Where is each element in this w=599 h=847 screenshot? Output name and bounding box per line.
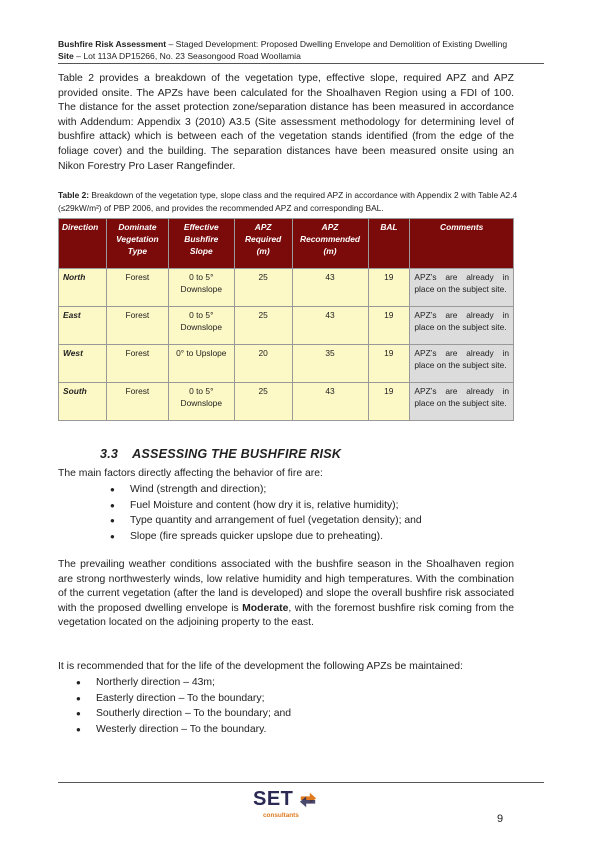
list-item: ● Wind (strength and direction); <box>110 482 422 498</box>
table-caption: Table 2: Breakdown of the vegetation type, slope class and the required APZ in accordance with Appendix 2 with Table A2.4 (≤29kW/m²) of PBP 2006, and provides the recommended APZ and corresponding BAL. <box>58 190 518 213</box>
section-heading <box>100 447 341 461</box>
header-slope: Effective Bushfire Slope <box>168 219 234 269</box>
header-divider <box>58 63 544 64</box>
table-row <box>59 307 514 345</box>
cell-bal: 19 <box>368 383 410 421</box>
table-row <box>59 269 514 307</box>
cell-apz-recommended: 43 <box>292 383 368 421</box>
cell-slope: 0° to Upslope <box>168 345 234 383</box>
cell-apz-required: 25 <box>234 269 292 307</box>
apz-recommendation-list <box>76 675 291 737</box>
header-line-1: Bushfire Risk Assessment – Staged Development: Proposed Dwelling Envelope and Demolition of Existing Dwelling <box>58 39 508 49</box>
cell-vegetation: Forest <box>106 269 168 307</box>
cell-comments: APZ’s are already in place on the subject site. <box>410 345 514 383</box>
table-row <box>59 345 514 383</box>
list-item: ● Westerly direction – To the boundary. <box>76 722 291 738</box>
table-row <box>59 383 514 421</box>
cell-comments: APZ’s are already in place on the subject site. <box>410 307 514 345</box>
cell-direction: North <box>59 269 107 307</box>
cell-bal: 19 <box>368 345 410 383</box>
recommend-lead: It is recommended that for the life of the development the following APZs be maintained: <box>58 661 463 672</box>
section-title: ASSESSING THE BUSHFIRE RISK <box>132 447 342 461</box>
page-number: 9 <box>497 813 504 825</box>
header-comments: Comments <box>410 219 514 269</box>
factors-lead: The main factors directly affecting the behavior of fire are: <box>58 468 323 479</box>
cell-comments: APZ’s are already in place on the subject site. <box>410 383 514 421</box>
logo-arrows-icon <box>299 791 317 809</box>
cell-comments: APZ’s are already in place on the subject site. <box>410 269 514 307</box>
header-bal: BAL <box>368 219 410 269</box>
logo-wordmark: SET <box>253 788 294 810</box>
cell-apz-recommended: 43 <box>292 269 368 307</box>
cell-direction: South <box>59 383 107 421</box>
cell-direction: East <box>59 307 107 345</box>
list-item: ● Southerly direction – To the boundary; and <box>76 706 291 722</box>
logo-subtitle: consultants <box>263 812 299 819</box>
cell-vegetation: Forest <box>106 345 168 383</box>
list-item: ● Type quantity and arrangement of fuel (vegetation density); and <box>110 513 422 529</box>
header-apz-recommended: APZ Recommended (m) <box>292 219 368 269</box>
cell-vegetation: Forest <box>106 307 168 345</box>
section-number: 3.3 <box>100 447 119 461</box>
cell-apz-recommended: 35 <box>292 345 368 383</box>
cell-slope: 0 to 5° Downslope <box>168 307 234 345</box>
footer-divider <box>58 782 544 783</box>
cell-apz-required: 25 <box>234 383 292 421</box>
header-apz-required: APZ Required (m) <box>234 219 292 269</box>
cell-apz-required: 25 <box>234 307 292 345</box>
page-header <box>58 38 544 62</box>
cell-bal: 19 <box>368 307 410 345</box>
list-item: ● Fuel Moisture and content (how dry it is, relative humidity); <box>110 498 422 514</box>
risk-paragraph: The prevailing weather conditions associated with the bushfire season in the Shoalhaven region are strong northwesterly winds, low relative humidity and high temperatures. With the combination of the current vegetation (after the land is developed) and slope the overall bushfire risk associated with the proposed dwelling envelope is Moderate, with the foremost bushfire risk coming from the vegetation located on the adjoining property to the east. <box>58 559 515 629</box>
list-item: ● Slope (fire spreads quicker upslope due to preheating). <box>110 529 422 545</box>
cell-apz-required: 20 <box>234 345 292 383</box>
cell-direction: West <box>59 345 107 383</box>
intro-paragraph: Table 2 provides a breakdown of the vegetation type, effective slope, required APZ and APZ provided onsite. The APZs have been calculated for the Shoalhaven Region using a FDI of 100. The distance for the asset protection zone/separation distance has been measured in accordance with Addendum: Appendix 3 (2010) A3.5 (Site assessment methodology for determining level of bushfire attack) which is between each of the vegetation stands identified (from the edge of the foliage cover) and the building. The separation distances have been measured onsite using an Nikon Forestry Pro Laser Rangefinder. <box>58 73 514 172</box>
apz-table <box>58 218 514 421</box>
list-item: ● Northerly direction – 43m; <box>76 675 291 691</box>
risk-level: Moderate <box>242 602 289 614</box>
cell-vegetation: Forest <box>106 383 168 421</box>
header-direction: Direction <box>59 219 107 269</box>
cell-slope: 0 to 5° Downslope <box>168 383 234 421</box>
header-line-2: Site – Lot 113A DP15266, No. 23 Seasongood Road Woollamia <box>58 51 301 61</box>
cell-slope: 0 to 5° Downslope <box>168 269 234 307</box>
table-header-row <box>59 219 514 269</box>
list-item: ● Easterly direction – To the boundary; <box>76 691 291 707</box>
cell-apz-recommended: 43 <box>292 307 368 345</box>
header-vegetation: Dominate Vegetation Type <box>106 219 168 269</box>
cell-bal: 19 <box>368 269 410 307</box>
factors-list <box>110 482 422 544</box>
set-consultants-logo <box>253 788 323 822</box>
